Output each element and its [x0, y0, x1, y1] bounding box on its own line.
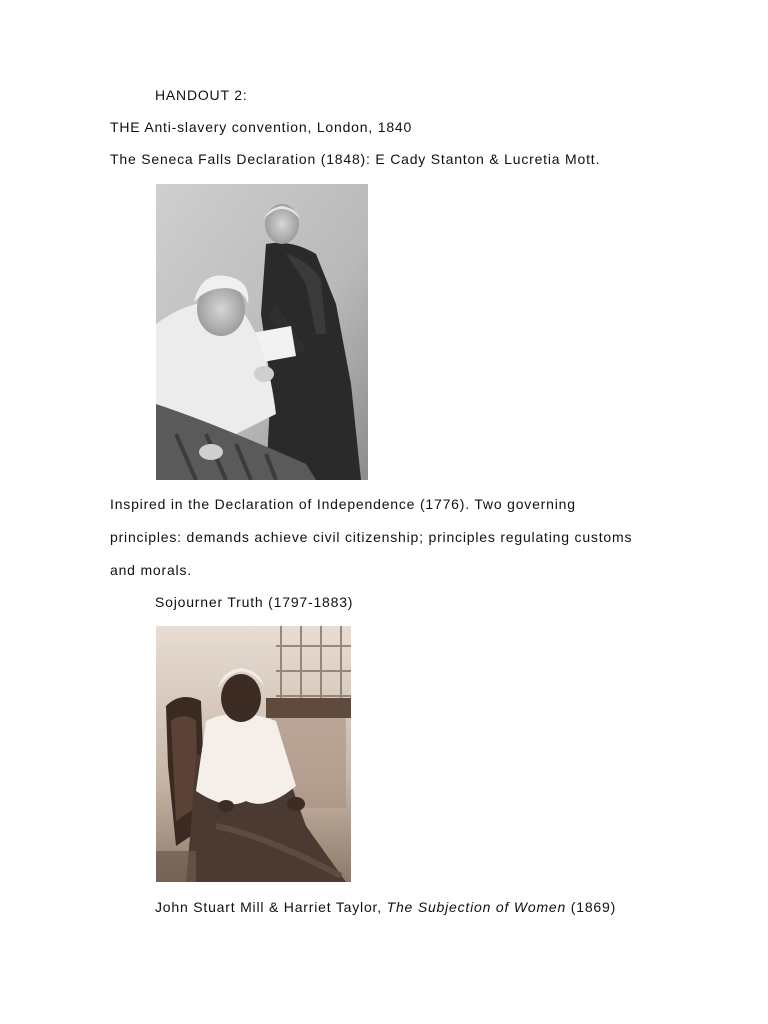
- mill-taylor-prefix: John Stuart Mill & Harriet Taylor,: [155, 899, 387, 915]
- stanton-anthony-photo: [156, 184, 368, 480]
- paragraph-line-1: Inspired in the Declaration of Independence (1776). Two governing: [110, 496, 576, 512]
- mill-taylor-line: [155, 899, 616, 915]
- sojourner-truth-photo: [156, 626, 351, 882]
- paragraph-line-2: principles: demands achieve civil citizenship; principles regulating customs: [110, 529, 633, 545]
- sojourner-caption: Sojourner Truth (1797-1883): [155, 594, 354, 610]
- antislavery-convention-line: THE Anti-slavery convention, London, 1840: [110, 119, 413, 135]
- handout-heading: HANDOUT 2:: [155, 87, 248, 103]
- mill-taylor-year: (1869): [566, 899, 617, 915]
- paragraph-line-3: and morals.: [110, 562, 192, 578]
- seneca-falls-line: The Seneca Falls Declaration (1848): E Cady Stanton & Lucretia Mott.: [110, 151, 601, 167]
- subjection-of-women-title: The Subjection of Women: [386, 899, 567, 915]
